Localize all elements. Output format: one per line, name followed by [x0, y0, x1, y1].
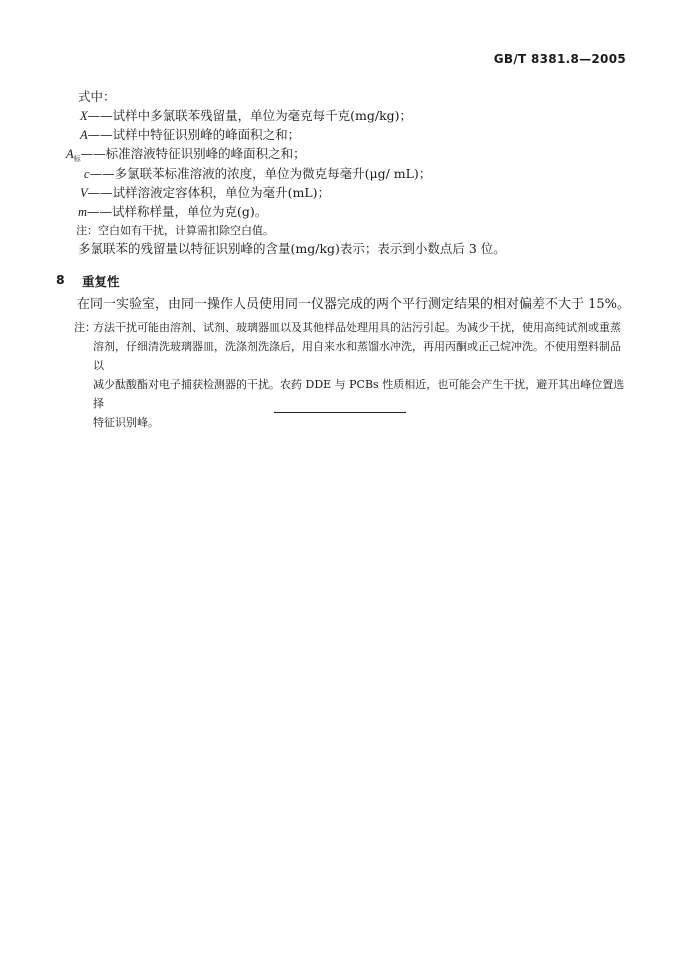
result-statement: 多氯联苯的残留量以特征识别峰的含量(mg/kg)表示；表示到小数点后 3 位。 — [78, 241, 506, 256]
note-line: 减少酞酸酯对电子捕获检测器的干扰。农药 DDE 与 PCBs 性质相近，也可能会产生干扰，避开其出峰位置选择 — [93, 378, 625, 410]
note-line: 特征识别峰。 — [93, 416, 159, 429]
legend-symbol: A — [66, 147, 74, 161]
legend-symbol: c — [84, 167, 90, 181]
legend-dash: —— — [89, 166, 115, 181]
legend-item-X — [80, 108, 412, 124]
formula-legend-intro: 式中： — [78, 89, 116, 104]
legend-symbol: m — [78, 205, 88, 219]
legend-item-m — [78, 204, 267, 220]
legend-desc: 试样中多氯联苯残留量，单位为毫克每千克(mg/kg)； — [112, 108, 413, 123]
end-of-document-rule — [274, 412, 406, 413]
legend-desc: 试样溶液定容体积，单位为毫升(mL)； — [112, 185, 331, 200]
interference-note — [74, 318, 630, 432]
legend-dash: —— — [87, 204, 113, 219]
legend-dash: —— — [87, 108, 113, 123]
legend-dash: —— — [87, 185, 113, 200]
blank-note: 注：空白如有干扰，计算需扣除空白值。 — [76, 224, 274, 237]
legend-item-A-std — [66, 146, 306, 167]
legend-symbol: X — [80, 109, 88, 123]
legend-desc: 试样称样量，单位为克(g)。 — [112, 204, 268, 219]
legend-dash: —— — [87, 127, 113, 142]
legend-item-A — [80, 127, 300, 143]
legend-desc: 标准溶液特征识别峰的峰面积之和； — [105, 146, 306, 161]
repeatability-statement: 在同一实验室，由同一操作人员使用同一仪器完成的两个平行测定结果的相对偏差不大于 15%。 — [77, 297, 631, 312]
standard-code: GB/T 8381.8—2005 — [493, 52, 626, 66]
section-title: 重复性 — [82, 274, 120, 289]
legend-symbol: A — [80, 128, 88, 142]
legend-subscript: 标 — [73, 155, 81, 163]
legend-dash: —— — [80, 146, 106, 161]
section-number: 8 — [56, 272, 65, 287]
legend-desc: 多氯联苯标准溶液的浓度，单位为微克每毫升(μg/ mL)； — [114, 166, 432, 181]
note-line: 溶剂，仔细清洗玻璃器皿，洗涤剂洗涤后，用自来水和蒸馏水冲洗，再用丙酮或正己烷冲洗。不使用塑料制品以 — [93, 340, 621, 372]
note-line: 方法干扰可能由溶剂、试剂、玻璃器皿以及其他样品处理用具的沾污引起。为减少干扰，使用高纯试剂或重蒸 — [93, 321, 621, 334]
legend-desc: 试样中特征识别峰的峰面积之和； — [112, 127, 301, 142]
legend-item-V — [80, 185, 330, 201]
legend-item-c — [84, 166, 431, 182]
note-label: 注： — [74, 321, 96, 334]
legend-symbol: V — [80, 186, 88, 200]
